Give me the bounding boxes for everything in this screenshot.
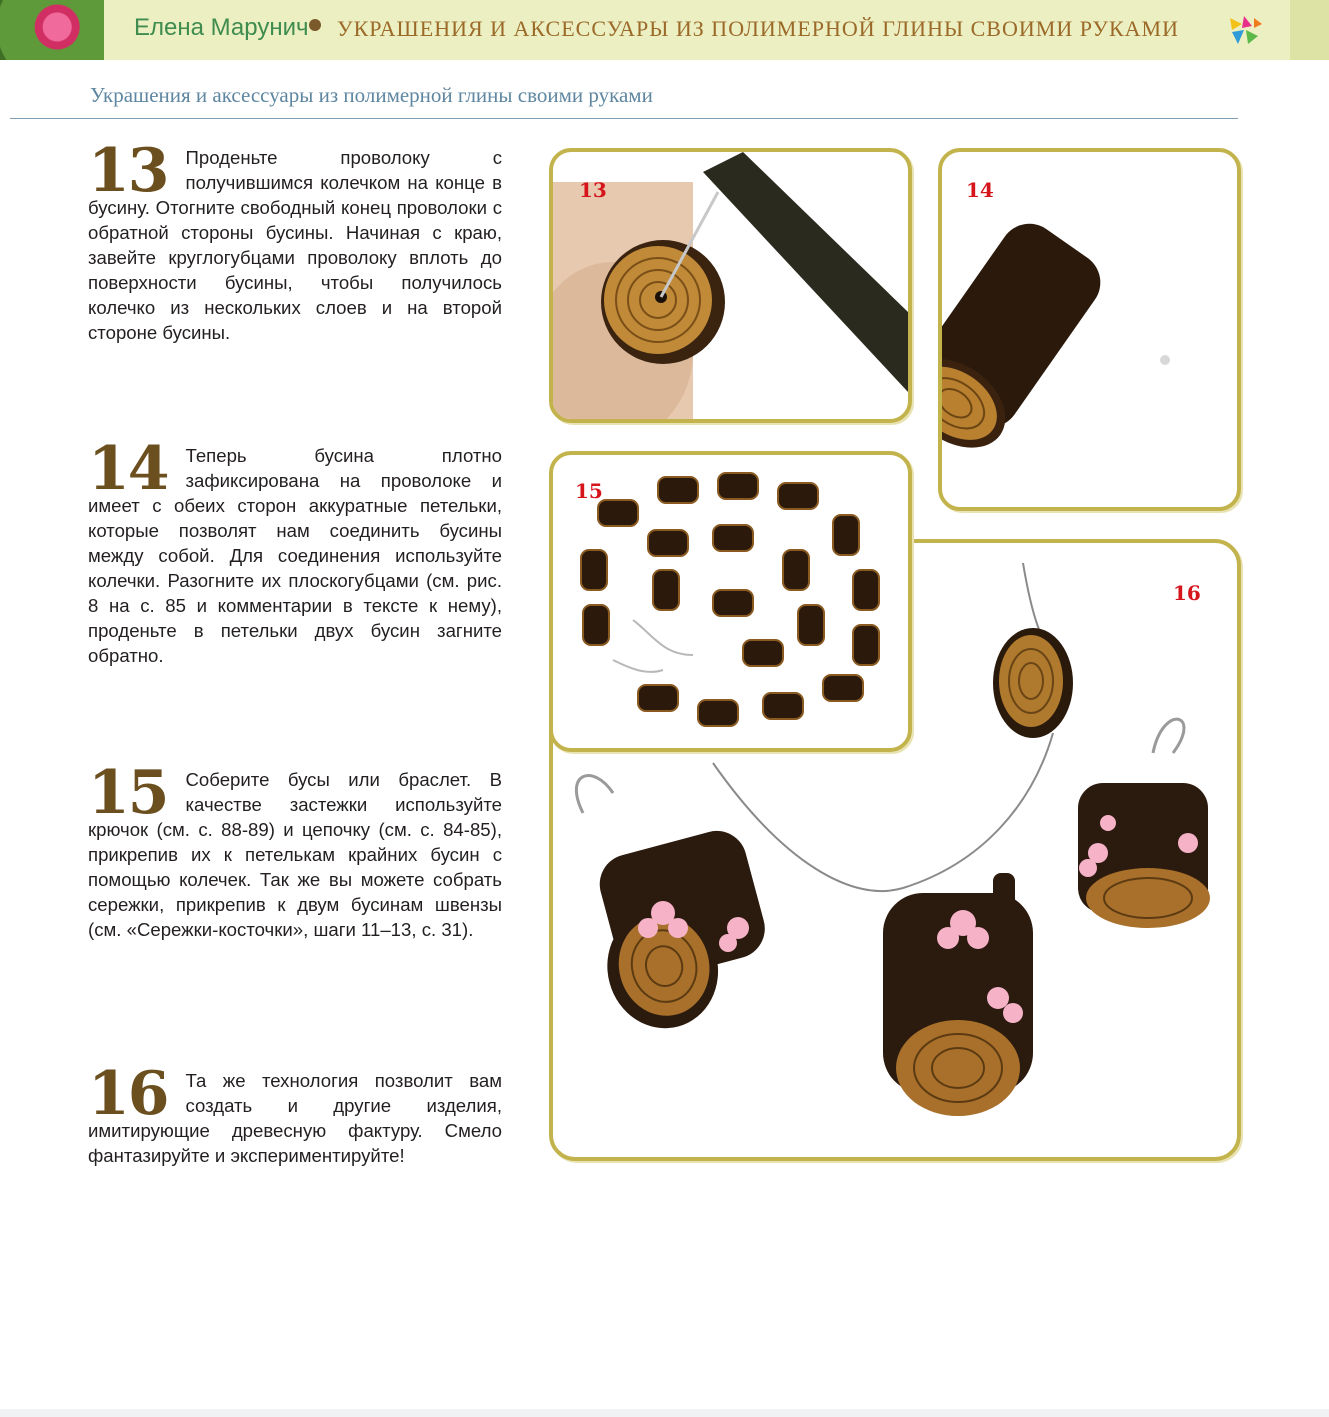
bead-necklace-spiral-photo (553, 455, 908, 748)
header-author: Елена Марунич (134, 14, 309, 41)
step-number: 16 (88, 1059, 168, 1129)
running-head: Украшения и аксессуары из полимерной глины своими руками (90, 83, 653, 107)
photo-15-frame (549, 451, 912, 752)
photo-label: 14 (966, 178, 994, 202)
publisher-logo-icon (1226, 14, 1266, 46)
photo-label: 15 (575, 479, 603, 503)
header-book-title: УКРАШЕНИЯ И АКСЕССУАРЫ ИЗ ПОЛИМЕРНОЙ ГЛИНЫ СВОИМИ РУКАМИ (337, 16, 1179, 41)
step-text: Проденьте проволоку с получившимся колечком на конце в бусину. Отогните свободный конец проволоки с обратной стороны бусины. Начиная с краю, завейте круглогубцами проволоку вплоть до поверхности бусины, чтобы получилось колечко из нескольких слоев и на второй стороне бусины. (88, 147, 502, 343)
photo-14-frame (938, 148, 1241, 511)
step-text: Теперь бусина плотно зафиксирована на проволоке и имеет с обеих сторон аккуратные петельки, которые позволят нам соединить бусины между собой. Для соединения используйте колечки. Разогните их плоскогубцами (см. рис. 8 на с. 85 и комментарии в тексте к нему), проденьте в петельки двух бусин загните обратно. (88, 445, 502, 666)
header-edge-stripe (1290, 0, 1329, 60)
running-head-rule (10, 118, 1238, 119)
photo-13-frame (549, 148, 912, 423)
step-text: Та же технология позволит вам создать и другие изделия, имитирующие древесную фактуру. Смело фантазируйте и экспериментируйте! (88, 1070, 502, 1166)
step-number: 13 (88, 136, 168, 206)
page-edge (0, 1409, 1329, 1417)
step-15 (88, 758, 502, 942)
header-flower-photo (0, 0, 104, 60)
finished-bead-photo (942, 152, 1237, 507)
photo-label: 13 (579, 178, 607, 202)
step-16 (88, 1059, 502, 1168)
step-number: 15 (88, 758, 168, 828)
step-13 (88, 136, 502, 345)
step-number: 14 (88, 434, 168, 504)
header-bullet (309, 19, 321, 31)
book-header (0, 0, 1329, 60)
photo-label: 16 (1173, 581, 1201, 605)
step-text: Соберите бусы или браслет. В качестве застежки используйте крючок (см. с. 88-89) и цепочку (см. с. 84-85), прикрепив их к петелькам крайних бусин с помощью колечек. Так же вы можете собрать сережки, прикрепив к двум бусинам швензы (см. «Сережки-косточки», шаги 11–13, с. 31). (88, 769, 502, 940)
step-14 (88, 434, 502, 668)
